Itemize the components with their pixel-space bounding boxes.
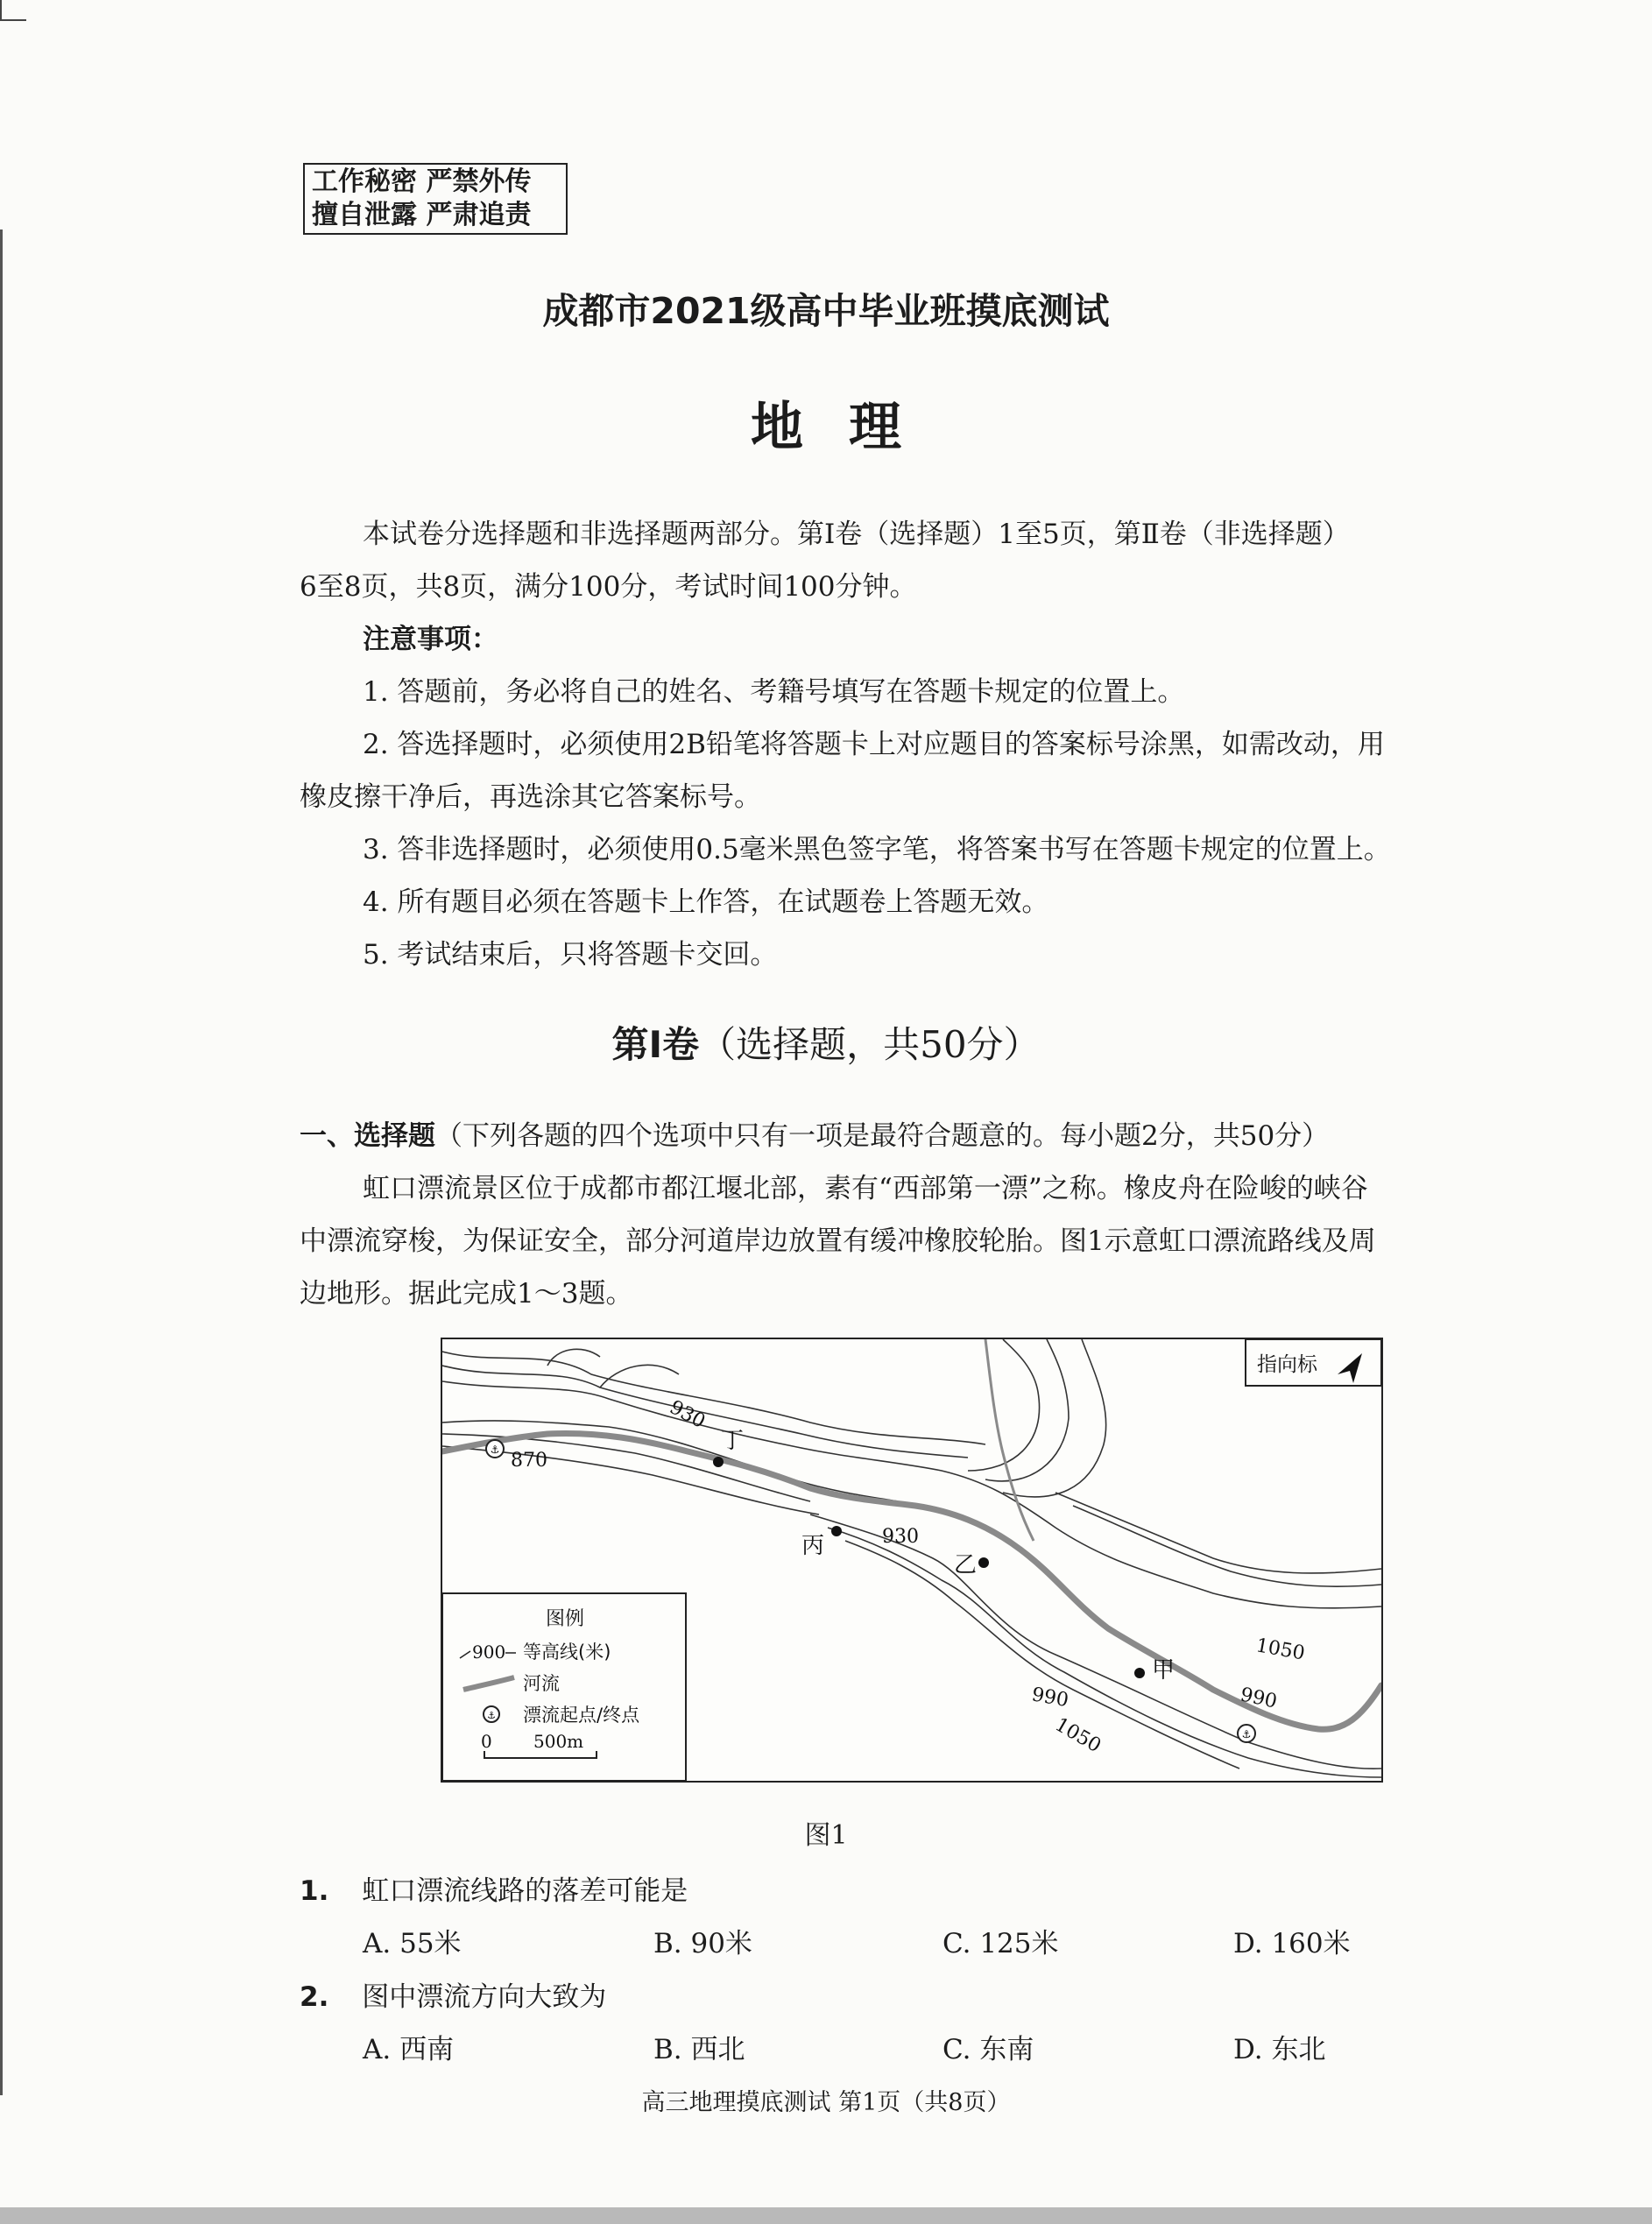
question-2-option-b[interactable]: B. 西北 — [653, 2034, 745, 2065]
raft-start-icon — [486, 1440, 504, 1458]
passage-line-3: 边地形。据此完成1～3题。 — [300, 1278, 633, 1310]
scale-length: 500m — [533, 1731, 584, 1752]
question-1-stem: 虹口漂流线路的落差可能是 — [362, 1875, 688, 1907]
compass-label: 指向标 — [1257, 1353, 1317, 1376]
topographic-map — [441, 1338, 1383, 1783]
contour-label: 870 — [511, 1450, 547, 1472]
svg-text:⚓: ⚓ — [1241, 1728, 1252, 1740]
question-1 — [300, 1868, 688, 1908]
question-1-number: 1. — [300, 1875, 329, 1907]
question-2-stem: 图中漂流方向大致为 — [362, 1981, 607, 2013]
part-one — [300, 1110, 1526, 1320]
exam-title: 成都市2021级高中毕业班摸底测试 — [542, 290, 1110, 332]
page-footer: 高三地理摸底测试 第1页（共8页） — [641, 2089, 1011, 2116]
confidential-line-2: 擅自泄露 严肃追责 — [312, 200, 532, 230]
passage-line-2: 中漂流穿梭，为保证安全，部分河道岸边放置有缓冲橡胶轮胎。图1示意虹口漂流路线及周 — [300, 1225, 1376, 1257]
contour-label: 990 — [1238, 1684, 1280, 1713]
intro-line-1: 本试卷分选择题和非选择题两部分。第Ⅰ卷（选择题）1至5页，第Ⅱ卷（非选择题） — [363, 519, 1350, 550]
notice-item-5: 5. 考试结束后，只将答题卡交回。 — [363, 939, 778, 971]
place-label-ding: 丁 — [721, 1428, 745, 1454]
contour-label: 930 — [666, 1396, 710, 1434]
legend-raft-icon — [484, 1706, 499, 1722]
section-title-bold: 第Ⅰ卷 — [611, 1023, 700, 1066]
contour-label: 1050 — [1253, 1634, 1307, 1665]
legend-contour: 等高线(米) — [523, 1642, 611, 1663]
part-one-instruction: （下列各题的四个选项中只有一项是最符合题意的。每小题2分，共50分） — [435, 1120, 1330, 1152]
place-label-yi: 乙 — [954, 1552, 978, 1578]
crop-mark — [0, 0, 2, 21]
question-2-option-a[interactable]: A. 西南 — [363, 2034, 455, 2065]
question-2-option-d[interactable]: D. 东北 — [1233, 2034, 1326, 2065]
legend-contour-sample: 900 — [472, 1642, 506, 1663]
place-label-jia: 甲 — [1152, 1657, 1175, 1684]
question-2-option-c[interactable]: C. 东南 — [942, 2034, 1034, 2065]
contour-label: 990 — [1029, 1684, 1070, 1712]
subject-title: 地理 — [751, 397, 947, 458]
crop-mark — [0, 19, 26, 21]
notice-item-1: 1. 答题前，务必将自己的姓名、考籍号填写在答题卡规定的位置上。 — [363, 676, 1185, 708]
confidential-notice — [303, 163, 568, 235]
legend-river: 河流 — [523, 1673, 560, 1694]
question-1-option-b[interactable]: B. 90米 — [653, 1928, 752, 1959]
point-bing — [831, 1526, 842, 1536]
notice-item-2-cont: 橡皮擦干净后，再选涂其它答案标号。 — [300, 781, 761, 813]
map-drawing — [442, 1339, 1381, 1781]
question-1-option-d[interactable]: D. 160米 — [1233, 1928, 1351, 1959]
contour-label: 930 — [882, 1526, 919, 1548]
confidential-line-1: 工作秘密 严禁外传 — [312, 166, 532, 197]
question-2-number: 2. — [300, 1981, 329, 2013]
passage-line-1: 虹口漂流景区位于成都市都江堰北部，素有“西部第一漂”之称。橡皮舟在险峻的峡谷 — [363, 1173, 1368, 1204]
place-label-bing: 丙 — [801, 1533, 825, 1559]
intro-line-2: 6至8页，共8页，满分100分，考试时间100分钟。 — [300, 571, 917, 603]
notice-item-3: 3. 答非选择题时，必须使用0.5毫米黑色签字笔，将答案书写在答题卡规定的位置上。 — [363, 834, 1391, 865]
point-ding — [713, 1457, 724, 1467]
section-title-rest: （选择题，共50分） — [699, 1023, 1041, 1066]
point-jia — [1134, 1668, 1145, 1678]
section-title — [0, 1016, 1652, 1069]
scan-bottom-edge — [0, 2207, 1652, 2224]
legend-raft: 漂流起点/终点 — [523, 1705, 640, 1726]
notice-item-2: 2. 答选择题时，必须使用2B铅笔将答题卡上对应题目的答案标号涂黑，如需改动，用 — [363, 729, 1385, 760]
figure-caption: 图1 — [804, 1820, 848, 1851]
svg-text:⚓: ⚓ — [490, 1444, 500, 1456]
contour-label: 1050 — [1051, 1713, 1105, 1758]
svg-text:⚓: ⚓ — [487, 1710, 496, 1721]
notice-heading: 注意事项： — [363, 624, 498, 655]
notice-item-4: 4. 所有题目必须在答题卡上作答，在试题卷上答题无效。 — [363, 886, 1049, 918]
question-1-option-a[interactable]: A. 55米 — [363, 1928, 462, 1959]
part-one-heading: 一、选择题 — [300, 1120, 435, 1152]
legend-title: 图例 — [546, 1608, 585, 1630]
raft-end-icon — [1238, 1725, 1255, 1742]
question-2 — [300, 1974, 606, 2014]
part-one-line — [300, 1110, 1526, 1162]
point-yi — [978, 1557, 989, 1568]
scale-zero: 0 — [481, 1731, 492, 1752]
river-tributary — [985, 1339, 1034, 1541]
question-1-option-c[interactable]: C. 125米 — [942, 1928, 1059, 1959]
intro — [300, 508, 1526, 981]
